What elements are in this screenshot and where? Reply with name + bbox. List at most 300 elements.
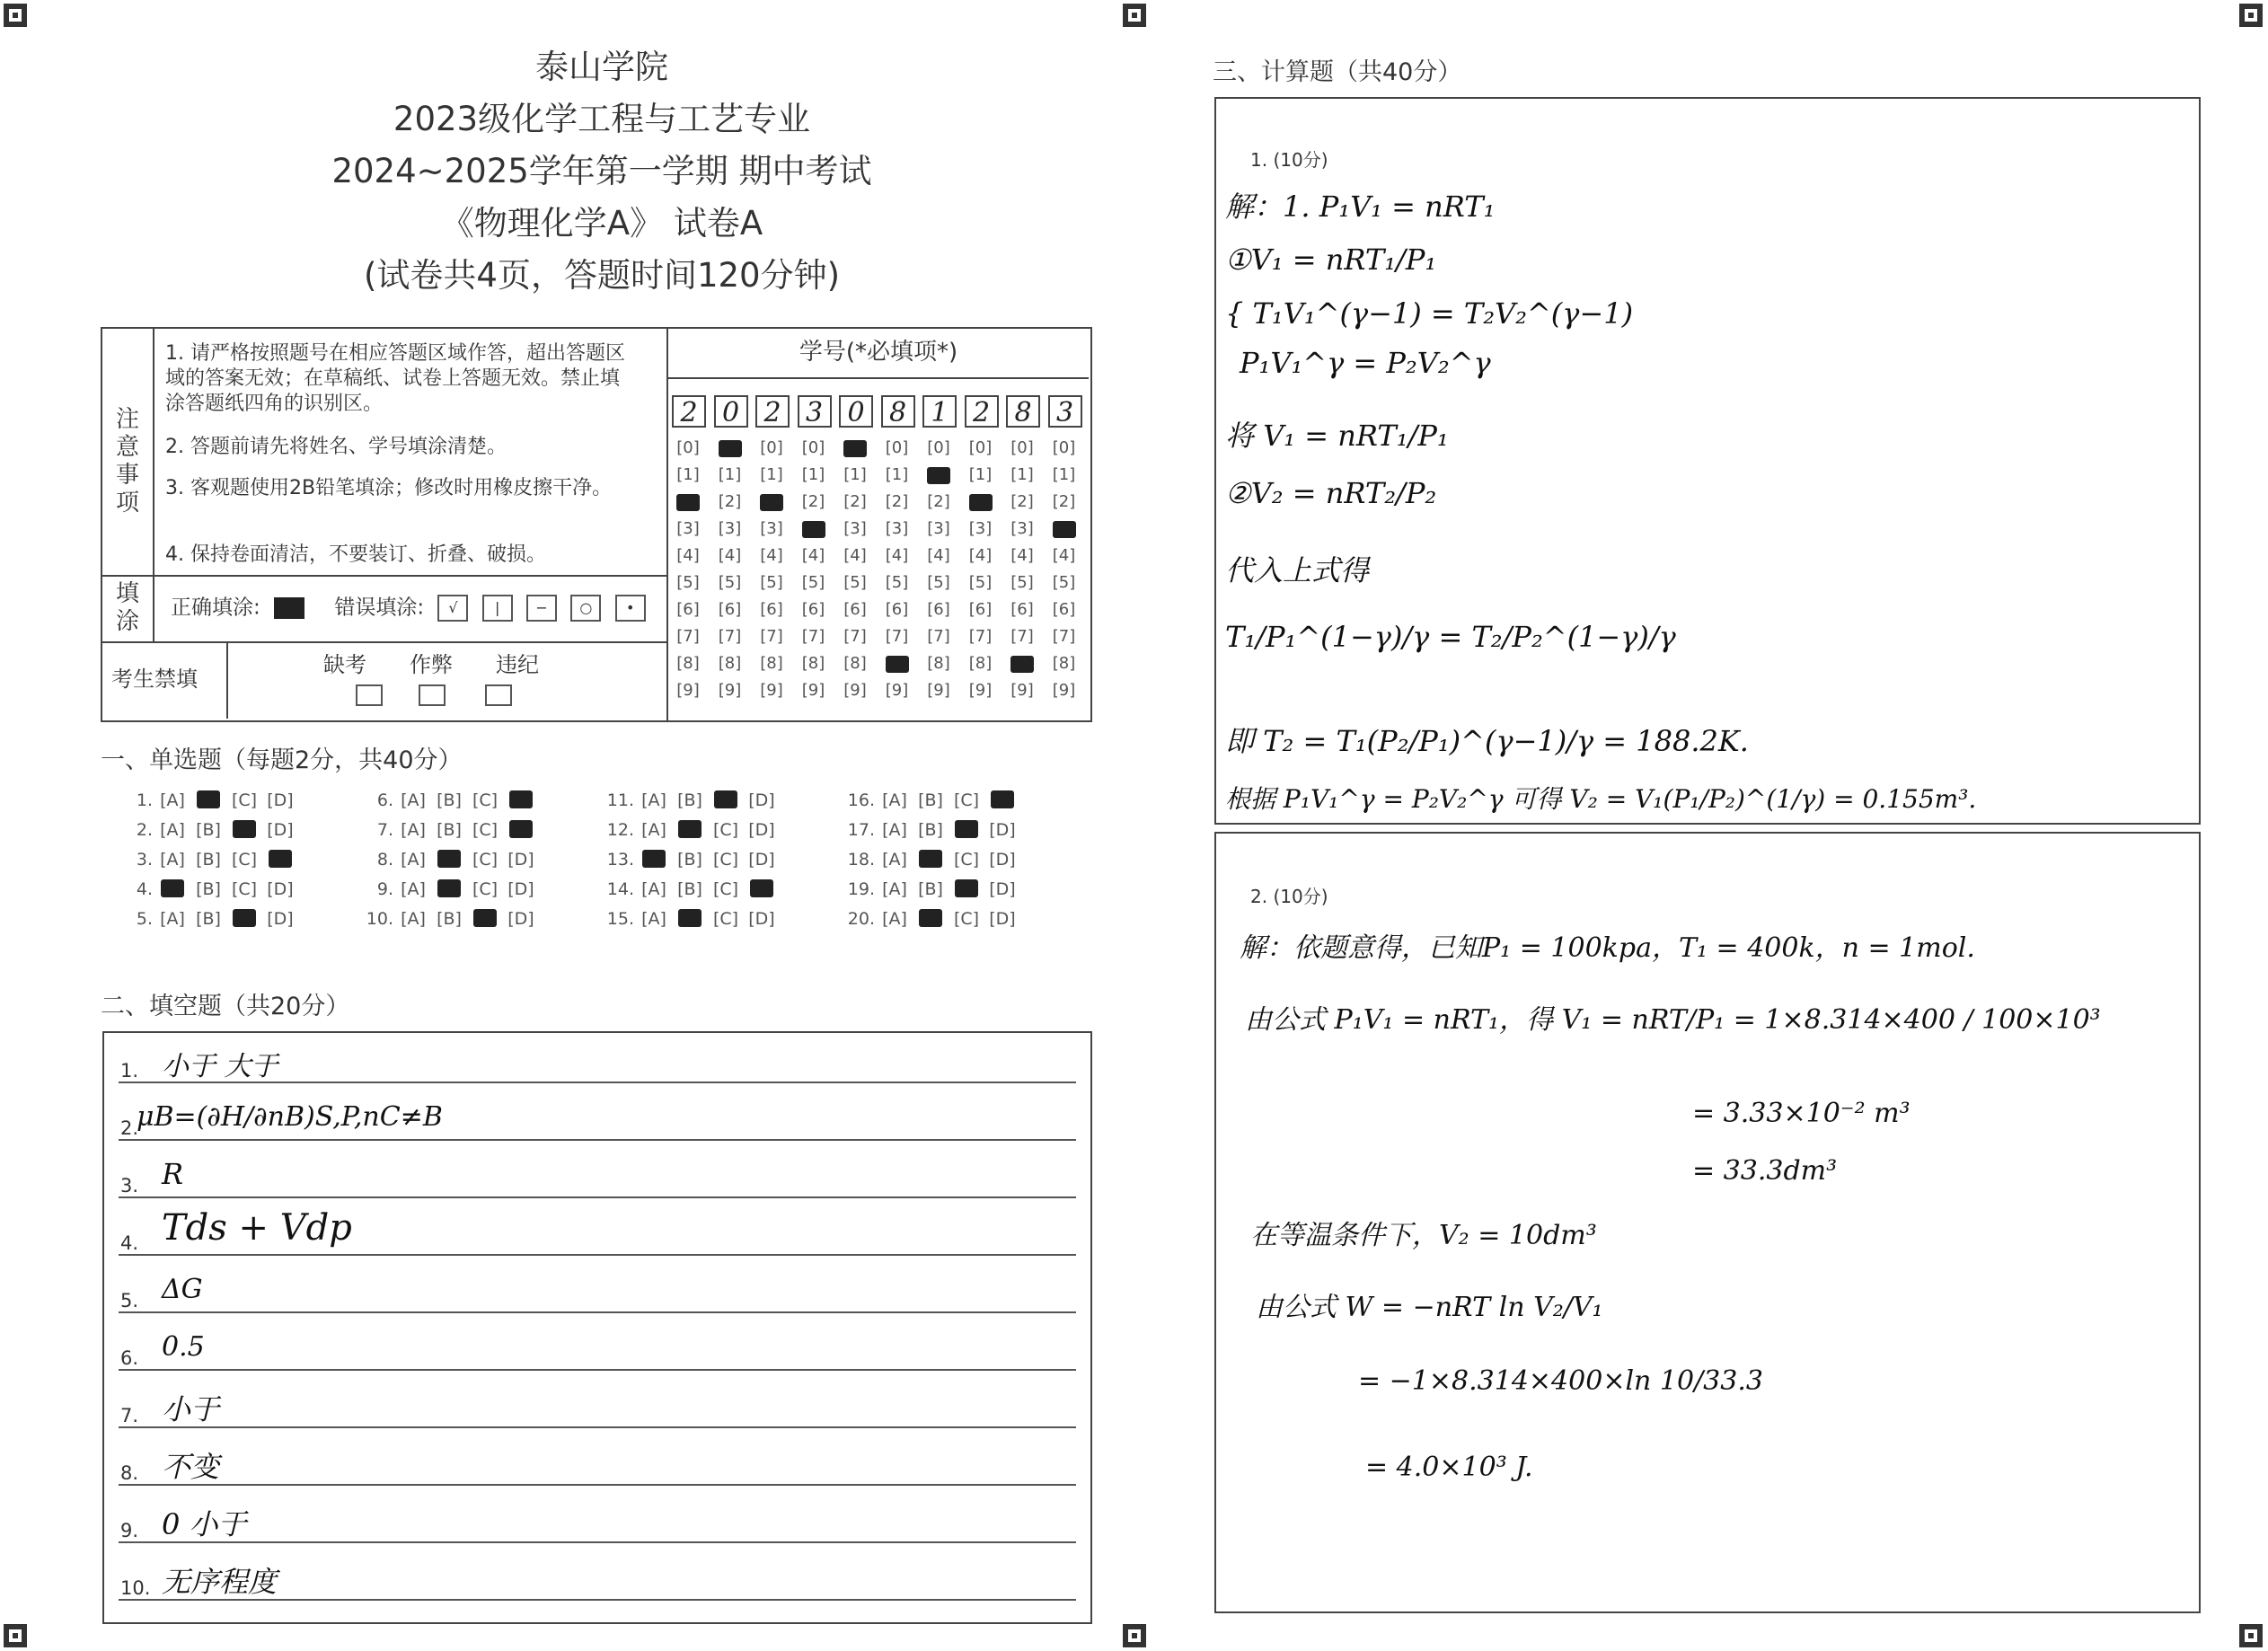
calc-q1-line: { T₁V₁^(γ−1) = T₂V₂^(γ−1) [1225,296,1634,331]
option-d-bubble[interactable] [744,879,780,899]
option-d-bubble[interactable]: [D] [989,820,1016,840]
id-bubble-9: [9] [927,681,950,700]
answer-line [119,1369,1076,1371]
id-bubble-2: [2] [885,492,909,511]
corner-mark-top-right [2239,4,2263,27]
option-a-bubble[interactable]: [A] [401,909,426,929]
blank-answer-6: 0.5 [162,1331,205,1363]
id-bubble-8 [1006,654,1038,673]
student-id-digit: 8 [1006,395,1040,428]
blank-number: 2. [120,1117,139,1139]
single-choice-q14 [600,879,780,899]
option-b-bubble[interactable]: [B] [196,820,221,840]
option-b-bubble[interactable]: [B] [437,909,462,929]
option-d-bubble[interactable]: [D] [267,909,294,929]
id-bubble-9: [9] [801,681,825,700]
blank-number: 9. [120,1520,139,1541]
answer-line [119,1196,1076,1198]
single-choice-q19 [841,879,1020,899]
section2-title: 二、填空题（共20分） [101,993,350,1020]
option-b-bubble[interactable] [431,850,467,870]
option-a-bubble[interactable]: [A] [401,790,426,810]
option-d-bubble[interactable]: [D] [989,909,1016,929]
blank-answer-1: 小于 大于 [162,1051,278,1082]
corner-mark-bottom-right [2239,1624,2263,1647]
id-bubble-6: [6] [885,600,909,619]
id-bubble-9: [9] [676,681,700,700]
id-bubble-0: [0] [968,438,993,457]
wrong-mark-circle: ○ [570,595,601,622]
option-c-bubble[interactable]: [C] [712,909,739,929]
question-number: 2. [136,820,153,840]
option-c-bubble[interactable]: [C] [953,790,980,810]
option-b-bubble[interactable] [672,909,708,929]
id-bubble-0: [0] [801,438,825,457]
calc-q2-line: = −1×8.314×400×ln 10/33.3 [1358,1365,1763,1397]
single-choice-q8 [359,850,539,870]
id-bubble-7: [7] [801,627,825,646]
id-bubble-3: [3] [718,519,742,538]
option-b-bubble[interactable]: [B] [196,850,221,870]
id-bubble-1: [1] [718,465,742,484]
student-id-digit: 2 [672,395,706,428]
calc-q2-line: = 33.3dm³ [1692,1155,1838,1187]
wrong-mark-bar: | [482,595,513,622]
option-d-bubble[interactable]: [D] [748,909,775,929]
student-id-digit: 3 [1048,395,1082,428]
id-bubble-2: [2] [843,492,867,511]
question-number: 20. [847,909,875,929]
single-choice-q5 [119,909,298,929]
option-d-bubble[interactable] [984,790,1020,810]
single-choice-q20 [841,909,1020,929]
calc-q1-line: P₁V₁^γ = P₂V₂^γ [1240,346,1491,380]
id-bubble-8: [8] [801,654,825,673]
correct-fill-mark [274,597,304,619]
question-number: 15. [606,909,634,929]
id-bubble-3: [3] [1010,519,1034,538]
blank-number: 6. [120,1347,139,1369]
option-a-bubble[interactable]: [A] [641,790,666,810]
id-bubble-8: [8] [843,654,867,673]
option-c-bubble[interactable]: [C] [472,790,499,810]
id-bubble-7: [7] [718,627,742,646]
calc-q2-line: = 4.0×10³ J. [1365,1452,1533,1483]
calc-q2-label: 2. (10分) [1250,886,1328,907]
id-bubble-7: [7] [968,627,993,646]
id-bubble-0: [0] [1010,438,1034,457]
blank-answer-8: 不变 [162,1450,220,1484]
id-bubble-2: [2] [927,492,950,511]
id-bubble-7: [7] [1010,627,1034,646]
question-number: 7. [376,820,393,840]
question-number: 9. [376,879,393,899]
id-bubble-2: [2] [1010,492,1034,511]
single-choice-q13 [600,850,780,870]
forbid-absent-box[interactable] [356,684,383,706]
id-bubble-6: [6] [801,600,825,619]
option-c-bubble[interactable]: [C] [712,879,739,899]
notice-item-3: 3. 客观题使用2B铅笔填涂；修改时用橡皮擦干净。 [165,477,613,499]
id-bubble-3: [3] [760,519,783,538]
option-d-bubble[interactable]: [D] [748,820,775,840]
id-bubble-2 [672,492,704,511]
id-bubble-8: [8] [1052,654,1076,673]
single-choice-q17 [841,820,1020,840]
id-bubble-6: [6] [760,600,783,619]
corner-mark-bottom-left [4,1624,27,1647]
calc-q1-line: 即 T₂ = T₁(P₂/P₁)^(γ−1)/γ = 188.2K. [1225,724,1749,758]
question-number: 6. [376,790,393,810]
option-d-bubble[interactable]: [D] [507,850,534,870]
id-bubble-2: [2] [801,492,825,511]
id-bubble-6: [6] [718,600,742,619]
option-d-bubble[interactable]: [D] [267,820,294,840]
option-b-bubble[interactable]: [B] [918,879,943,899]
calc-q2-line: 解：依题意得，已知P₁ = 100kpa，T₁ = 400k，n = 1mol. [1240,932,1975,964]
student-id-title: 学号(*必填项*) [799,339,958,366]
forbid-violation-label: 违纪 [496,652,539,677]
calc-q2-line: 由公式 P₁V₁ = nRT₁，得 V₁ = nRT/P₁ = 1×8.314×400 / 100×10³ [1245,1004,2101,1036]
section1-title: 一、单选题（每题2分，共40分） [101,746,463,774]
id-bubble-9: [9] [760,681,783,700]
id-bubble-5: [5] [760,573,783,592]
option-a-bubble[interactable]: [A] [882,790,907,810]
calc-q1-label: 1. (10分) [1250,149,1328,171]
calc-q1-line: ②V₂ = nRT₂/P₂ [1225,476,1437,510]
option-a-bubble[interactable]: [A] [160,909,185,929]
option-d-bubble[interactable] [503,820,539,840]
single-choice-q12 [600,820,780,840]
option-c-bubble[interactable]: [C] [231,879,258,899]
option-b-bubble[interactable]: [B] [677,790,702,810]
answer-line [119,1426,1076,1428]
forbid-cheat-label: 作弊 [410,652,453,677]
blank-answer-9: 0 小于 [162,1507,247,1541]
id-bubble-3: [3] [843,519,867,538]
answer-line [119,1139,1076,1141]
option-a-bubble[interactable]: [A] [641,820,666,840]
id-bubble-1: [1] [968,465,993,484]
option-c-bubble[interactable]: [C] [472,850,499,870]
question-number: 12. [606,820,634,840]
option-b-bubble[interactable]: [B] [196,909,221,929]
option-b-bubble[interactable]: [B] [677,850,702,870]
notice-item-4: 4. 保持卷面清洁，不要装订、折叠、破损。 [165,543,546,566]
id-bubble-4: [4] [801,546,825,565]
blank-number: 8. [120,1462,139,1484]
answer-line [119,1484,1076,1486]
blank-number: 7. [120,1405,139,1426]
option-a-bubble[interactable]: [A] [401,850,426,870]
option-a-bubble[interactable]: [A] [401,820,426,840]
id-bubble-1: [1] [885,465,909,484]
student-id-digit: 1 [922,395,957,428]
blank-number: 3. [120,1175,139,1196]
option-d-bubble[interactable]: [D] [989,850,1016,870]
notice-title: 注意事项 [115,406,139,516]
question-number: 18. [847,850,875,870]
option-b-bubble[interactable]: [B] [437,820,462,840]
exam-info: (试卷共4页，答题时间120分钟) [363,256,841,295]
blank-answer-2: μB=(∂H/∂nB)S,P,nC≠B [137,1101,443,1133]
id-bubble-0: [0] [927,438,950,457]
option-d-bubble[interactable]: [D] [748,850,775,870]
id-bubble-3 [798,519,830,538]
option-a-bubble[interactable]: [A] [882,909,907,929]
option-a-bubble[interactable]: [A] [641,909,666,929]
id-bubble-2 [755,492,788,511]
blank-number: 4. [120,1232,139,1254]
option-c-bubble[interactable]: [C] [712,850,739,870]
option-c-bubble[interactable] [949,879,984,899]
option-c-bubble[interactable]: [C] [712,820,739,840]
option-b-bubble[interactable] [913,909,949,929]
id-bubble-8: [8] [760,654,783,673]
single-choice-q18 [841,850,1020,870]
id-bubble-4: [4] [718,546,742,565]
id-bubble-6: [6] [968,600,993,619]
id-bubble-6: [6] [676,600,700,619]
id-bubble-9: [9] [885,681,909,700]
id-bubble-4: [4] [968,546,993,565]
option-a-bubble[interactable]: [A] [160,790,185,810]
fill-title: 填涂 [115,580,139,635]
id-bubble-3: [3] [676,519,700,538]
wrong-mark-check: √ [437,595,468,622]
question-number: 19. [847,879,875,899]
question-number: 11. [606,790,634,810]
id-bubble-3: [3] [927,519,950,538]
id-bubble-0: [0] [885,438,909,457]
option-d-bubble[interactable] [503,790,539,810]
major-line: 2023级化学工程与工艺专业 [393,100,811,138]
option-c-bubble[interactable] [949,820,984,840]
id-bubble-5: [5] [718,573,742,592]
corner-mark-bottom-center [1123,1624,1146,1647]
student-id-digit: 3 [798,395,832,428]
single-choice-q6 [359,790,539,810]
id-bubble-5: [5] [1010,573,1034,592]
id-bubble-0: [0] [1052,438,1076,457]
id-bubble-8: [8] [718,654,742,673]
id-bubble-7: [7] [676,627,700,646]
id-bubble-2: [2] [1052,492,1076,511]
single-choice-q4 [119,879,298,899]
id-bubble-1: [1] [760,465,783,484]
blank-answer-5: ΔG [162,1274,203,1305]
question-number: 4. [136,879,153,899]
corner-mark-top-center [1123,4,1146,27]
forbid-title: 考生禁填 [111,667,198,692]
id-bubble-4: [4] [676,546,700,565]
blank-answer-7: 小于 [162,1392,220,1426]
id-bubble-9: [9] [968,681,993,700]
id-bubble-9: [9] [1052,681,1076,700]
option-d-bubble[interactable]: [D] [989,879,1016,899]
term-line: 2024~2025学年第一学期 期中考试 [331,152,872,190]
id-bubble-4: [4] [1010,546,1034,565]
option-c-bubble[interactable] [708,790,744,810]
option-a-bubble[interactable]: [A] [641,879,666,899]
calc-q1-line: 解：1. P₁V₁ = nRT₁ [1225,190,1496,224]
question-number: 16. [847,790,875,810]
single-choice-q3 [119,850,298,870]
id-bubble-7: [7] [760,627,783,646]
single-choice-q16 [841,790,1020,810]
id-bubble-8: [8] [968,654,993,673]
school-name: 泰山学院 [535,48,668,86]
id-bubble-4: [4] [927,546,950,565]
id-bubble-4: [4] [760,546,783,565]
single-choice-q7 [359,820,539,840]
blank-answer-10: 无序程度 [162,1565,278,1599]
id-bubble-2 [965,492,997,511]
id-bubble-5: [5] [927,573,950,592]
question-number: 8. [376,850,393,870]
id-bubble-5: [5] [885,573,909,592]
id-bubble-1: [1] [843,465,867,484]
notice-item-1: 1. 请严格按照题号在相应答题区域作答，超出答题区域的答案无效；在草稿纸、试卷上答题无效。禁止填涂答题纸四角的识别区。 [165,342,625,415]
id-bubble-5: [5] [1052,573,1076,592]
forbid-violation-box[interactable] [485,684,512,706]
question-number: 5. [136,909,153,929]
id-bubble-5: [5] [676,573,700,592]
correct-fill-label: 正确填涂: [171,596,260,620]
option-c-bubble[interactable]: [C] [953,909,980,929]
calc-q2-line: = 3.33×10⁻² m³ [1692,1098,1911,1129]
option-a-bubble[interactable]: [A] [882,820,907,840]
student-id-digit: 2 [965,395,999,428]
id-bubble-1: [1] [801,465,825,484]
id-bubble-9: [9] [1010,681,1034,700]
option-c-bubble[interactable]: [C] [472,820,499,840]
id-bubble-6: [6] [843,600,867,619]
option-a-bubble[interactable]: [A] [160,850,185,870]
single-choice-q11 [600,790,780,810]
id-bubble-0 [839,438,871,457]
question-number: 17. [847,820,875,840]
option-d-bubble[interactable]: [D] [267,879,294,899]
question-number: 3. [136,850,153,870]
blank-answer-3: R [162,1157,184,1191]
id-bubble-9: [9] [718,681,742,700]
id-bubble-7: [7] [885,627,909,646]
notice-item-2: 2. 答题前请先将姓名、学号填涂清楚。 [165,436,507,458]
question-number: 10. [366,909,393,929]
answer-line [119,1311,1076,1313]
id-bubble-7: [7] [927,627,950,646]
option-c-bubble[interactable]: [C] [953,850,980,870]
calc-q1-line: 代入上式得 [1225,553,1370,587]
student-id-digit: 0 [714,395,748,428]
option-c-bubble[interactable] [467,909,503,929]
id-bubble-2: [2] [718,492,742,511]
id-bubble-3 [1048,519,1081,538]
student-id-digit: 0 [839,395,873,428]
option-b-bubble[interactable] [672,820,708,840]
question-number: 14. [606,879,634,899]
wrong-mark-dash: − [526,595,557,622]
option-d-bubble[interactable]: [D] [507,879,534,899]
option-c-bubble[interactable] [226,820,262,840]
option-c-bubble[interactable]: [C] [472,879,499,899]
id-bubble-5: [5] [843,573,867,592]
option-a-bubble[interactable]: [A] [160,820,185,840]
id-bubble-3: [3] [885,519,909,538]
option-b-bubble[interactable] [431,879,467,899]
option-d-bubble[interactable]: [D] [267,790,294,810]
option-a-bubble[interactable]: [A] [401,879,426,899]
option-c-bubble[interactable]: [C] [231,790,258,810]
id-bubble-9: [9] [843,681,867,700]
option-b-bubble[interactable] [190,790,226,810]
id-bubble-1: [1] [1052,465,1076,484]
question-number: 1. [136,790,153,810]
id-bubble-4: [4] [1052,546,1076,565]
single-choice-q9 [359,879,539,899]
id-bubble-6: [6] [927,600,950,619]
option-a-bubble[interactable]: [A] [882,850,907,870]
student-id-digit: 2 [755,395,790,428]
option-b-bubble[interactable]: [B] [196,879,221,899]
option-a-bubble[interactable] [154,879,190,899]
wrong-mark-dot: • [615,595,646,622]
id-bubble-5: [5] [968,573,993,592]
option-b-bubble[interactable]: [B] [918,820,943,840]
calc-q1-line: 将 V₁ = nRT₁/P₁ [1225,419,1449,453]
option-d-bubble[interactable] [262,850,298,870]
id-bubble-1 [922,465,955,484]
id-bubble-0: [0] [676,438,700,457]
id-bubble-4: [4] [843,546,867,565]
calc-q2-line: 在等温条件下，V₂ = 10dm³ [1250,1220,1597,1251]
course-line: 《物理化学A》 试卷A [440,204,763,243]
option-b-bubble[interactable]: [B] [677,879,702,899]
id-bubble-7: [7] [1052,627,1076,646]
blank-answer-4: Tds + Vdp [162,1207,352,1249]
option-b-bubble[interactable]: [B] [918,790,943,810]
fill-example-row [171,595,646,622]
answer-line [119,1254,1076,1256]
option-b-bubble[interactable]: [B] [437,790,462,810]
blank-number: 10. [120,1577,151,1599]
option-c-bubble[interactable]: [C] [231,850,258,870]
single-choice-q10 [359,909,539,929]
student-id-digit: 8 [881,395,915,428]
id-bubble-5: [5] [801,573,825,592]
option-d-bubble[interactable]: [D] [507,909,534,929]
blank-number: 1. [120,1060,139,1082]
blank-number: 5. [120,1290,139,1311]
forbid-cheat-box[interactable] [419,684,446,706]
option-d-bubble[interactable]: [D] [748,790,775,810]
question-number: 13. [606,850,634,870]
calc-q2-line: 由公式 W = −nRT ln V₂/V₁ [1256,1292,1603,1323]
option-a-bubble[interactable]: [A] [882,879,907,899]
calc-q1-line: ①V₁ = nRT₁/P₁ [1225,243,1437,277]
id-bubble-6: [6] [1010,600,1034,619]
option-c-bubble[interactable] [226,909,262,929]
id-bubble-8: [8] [676,654,700,673]
id-bubble-1: [1] [1010,465,1034,484]
calc-q1-line: T₁/P₁^(1−γ)/γ = T₂/P₂^(1−γ)/γ [1225,620,1676,654]
option-b-bubble[interactable] [913,850,949,870]
option-a-bubble[interactable] [636,850,672,870]
calc-q1-line: 根据 P₁V₁^γ = P₂V₂^γ 可得 V₂ = V₁(P₁/P₂)^(1/γ) = 0.155m³. [1225,784,1977,814]
wrong-fill-label: 错误填涂: [334,596,425,620]
id-bubble-0 [714,438,746,457]
